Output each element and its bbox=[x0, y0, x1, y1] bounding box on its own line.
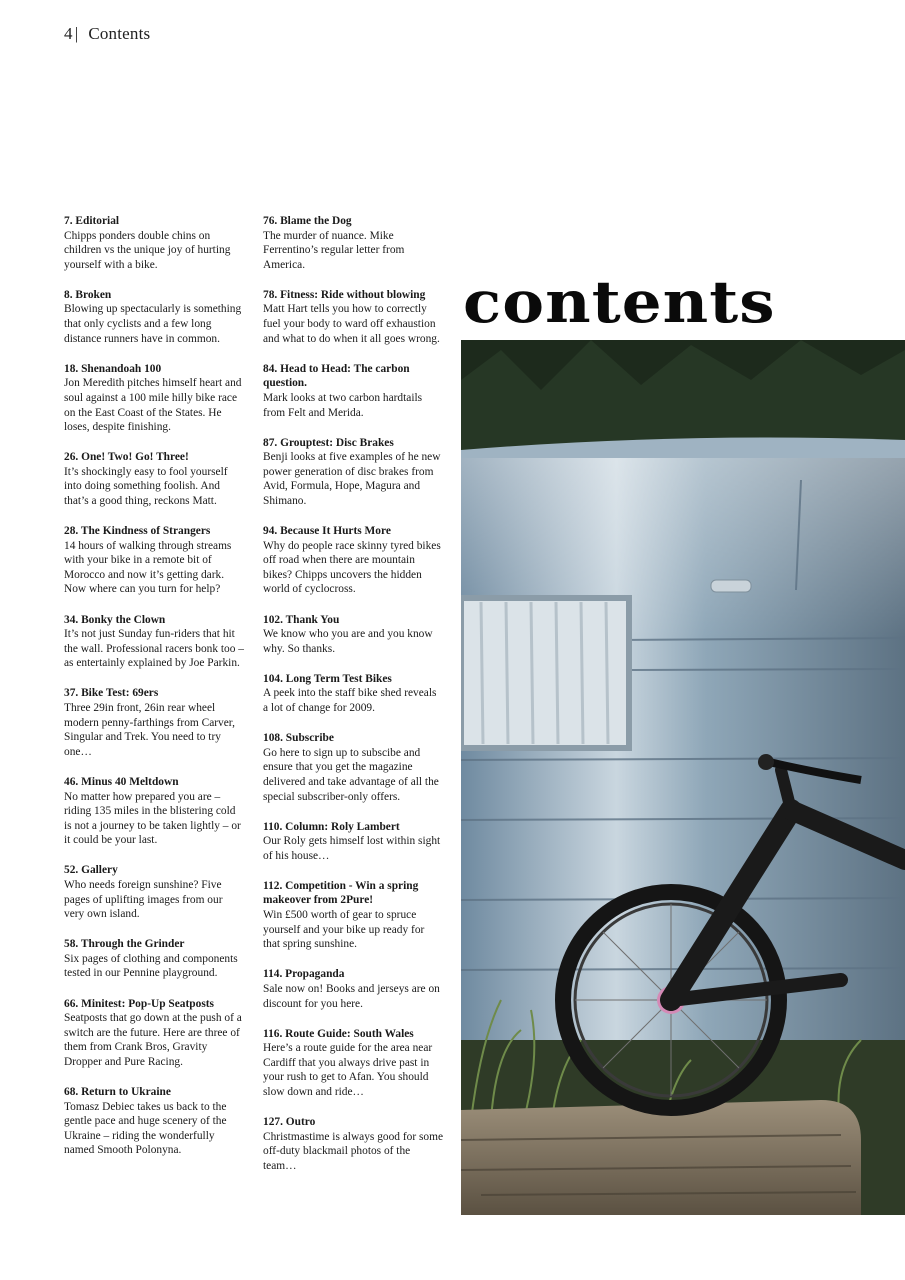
contents-entry[interactable] bbox=[64, 686, 244, 759]
entry-title: 116. Route Guide: South Wales bbox=[263, 1027, 414, 1040]
contents-entry[interactable] bbox=[263, 820, 443, 864]
entry-title: 110. Column: Roly Lambert bbox=[263, 820, 400, 833]
entry-title: 7. Editorial bbox=[64, 215, 120, 227]
contents-entry[interactable] bbox=[64, 214, 244, 272]
entry-title: 52. Gallery bbox=[64, 864, 118, 877]
entry-title: 114. Propaganda bbox=[263, 968, 345, 981]
contents-entry[interactable] bbox=[263, 1115, 443, 1173]
entry-title: 58. Through the Grinder bbox=[64, 938, 185, 951]
entry-title: 104. Long Term Test Bikes bbox=[263, 672, 392, 685]
contents-entry[interactable] bbox=[64, 288, 244, 346]
entry-title: 34. Bonky the Clown bbox=[64, 613, 166, 626]
contents-entry[interactable] bbox=[263, 288, 443, 346]
entry-description: A peek into the staff bike shed reveals a lot of change for 2009. bbox=[263, 687, 437, 715]
contents-entry[interactable] bbox=[64, 362, 244, 435]
entry-description: We know who you are and you know why. So thanks. bbox=[263, 628, 433, 655]
entry-description: Blowing up spectacularly is something that only cyclists and a few long distance runners have in common. bbox=[64, 303, 242, 345]
contents-entry[interactable] bbox=[64, 613, 244, 671]
entry-description: Chipps ponders double chins on children vs the unique joy of hurting yourself with a bike. bbox=[64, 229, 231, 271]
contents-entry[interactable] bbox=[263, 879, 443, 952]
entry-description: The murder of nuance. Mike Ferrentino’s regular letter from America. bbox=[263, 229, 405, 271]
entry-description: Matt Hart tells you how to correctly fuel your body to ward off exhaustion and what to do when it all goes wrong. bbox=[263, 303, 440, 345]
entry-title: 28. The Kindness of Strangers bbox=[64, 525, 211, 538]
folio-separator: | bbox=[74, 24, 79, 43]
entry-description: Who needs foreign sunshine? Five pages of uplifting images from our very own island. bbox=[64, 878, 223, 921]
page-number: 4 bbox=[64, 24, 73, 43]
photo-illustration bbox=[461, 340, 905, 1215]
contents-entry[interactable] bbox=[64, 524, 244, 597]
entry-title: 127. Outro bbox=[263, 1116, 316, 1129]
contents-column-right bbox=[263, 214, 443, 1189]
entry-title: 18. Shenandoah 100 bbox=[64, 362, 162, 375]
contents-entry[interactable] bbox=[64, 863, 244, 921]
contents-entry[interactable] bbox=[263, 1027, 443, 1100]
entry-title: 37. Bike Test: 69ers bbox=[64, 687, 159, 700]
contents-entry[interactable] bbox=[263, 524, 443, 597]
entry-title: 108. Subscribe bbox=[263, 732, 334, 745]
entry-description: Sale now on! Books and jerseys are on discount for you here. bbox=[263, 982, 440, 1010]
contents-entry[interactable] bbox=[64, 937, 244, 981]
contents-entry[interactable] bbox=[263, 362, 443, 420]
entry-title: 68. Return to Ukraine bbox=[64, 1086, 171, 1098]
entry-title: 112. Competition - Win a spring makeover from 2Pure! bbox=[263, 879, 419, 907]
entry-description: Christmastime is always good for some off-duty blackmail photos of the team… bbox=[263, 1130, 444, 1172]
entry-title: 66. Minitest: Pop-Up Seatposts bbox=[64, 997, 214, 1010]
entry-title: 102. Thank You bbox=[263, 613, 340, 626]
entry-description: Win £500 worth of gear to spruce yourself and your bike up ready for that spring sunshine. bbox=[263, 909, 425, 951]
contents-entry[interactable] bbox=[64, 775, 244, 848]
entry-description: Mark looks at two carbon hardtails from Felt and Merida. bbox=[263, 391, 423, 419]
contents-entry[interactable] bbox=[263, 214, 443, 272]
contents-entry[interactable] bbox=[64, 450, 244, 508]
entry-description: It’s shockingly easy to fool yourself into doing something foolish. And that’s a good thing, reckons Matt. bbox=[64, 465, 228, 507]
contents-heading: contents bbox=[463, 268, 776, 336]
entry-description: 14 hours of walking through streams with your bike in a remote bit of Morocco and now it’s getting dark. Now where can you turn for help? bbox=[64, 539, 232, 596]
contents-entry[interactable] bbox=[263, 731, 443, 804]
entry-title: 84. Head to Head: The carbon question. bbox=[263, 362, 410, 390]
entry-description: Six pages of clothing and components tested in our Pennine playground. bbox=[64, 952, 238, 980]
entry-title: 87. Grouptest: Disc Brakes bbox=[263, 436, 394, 449]
entry-description: Why do people race skinny tyred bikes off road when there are mountain bikes? Chipps uncovers the hidden world of cyclocross. bbox=[263, 539, 441, 596]
entry-title: 46. Minus 40 Meltdown bbox=[64, 775, 179, 788]
entry-title: 78. Fitness: Ride without blowing bbox=[263, 288, 426, 301]
entry-description: Jon Meredith pitches himself heart and soul against a 100 mile hilly bike race on the East Coast of the States. He loses, despite finishing. bbox=[64, 377, 242, 434]
entry-description: It’s not just Sunday fun-riders that hit the wall. Professional racers bonk too – as entertainly explained by Joe Parkin. bbox=[64, 628, 244, 670]
page-folio bbox=[64, 24, 150, 44]
entry-title: 26. One! Two! Go! Three! bbox=[64, 451, 189, 464]
contents-entry[interactable] bbox=[64, 1085, 244, 1158]
entry-description: Three 29in front, 26in rear wheel modern penny-farthings from Carver, Singular and Trek. You need to try one… bbox=[64, 702, 235, 758]
trailer-window bbox=[461, 598, 629, 748]
entry-description: No matter how prepared you are – riding 135 miles in the blistering cold is not a journey to be taken lightly – or it could be your last. bbox=[64, 790, 241, 847]
entry-description: Benji looks at five examples of he new power generation of disc brakes from Avid, Formula, Hope, Magura and Shimano. bbox=[263, 451, 441, 507]
entry-title: 94. Because It Hurts More bbox=[263, 525, 391, 538]
contents-entry[interactable] bbox=[263, 967, 443, 1011]
entry-description: Our Roly gets himself lost within sight of his house… bbox=[263, 835, 441, 862]
entry-title: 76. Blame the Dog bbox=[263, 215, 352, 227]
entry-description: Here’s a route guide for the area near Cardiff that you always drive past in your rush to get to Afan. You should slow down and ride… bbox=[263, 1042, 433, 1098]
contents-column-left bbox=[64, 214, 244, 1173]
section-name: Contents bbox=[88, 24, 151, 43]
entry-title: 8. Broken bbox=[64, 288, 112, 301]
entry-description: Go here to sign up to subscibe and ensure that you get the magazine delivered and take advantage of all the special subscriber-only offers. bbox=[263, 746, 439, 803]
contents-entry[interactable] bbox=[263, 436, 443, 509]
contents-entry[interactable] bbox=[64, 997, 244, 1070]
feature-photo bbox=[461, 340, 905, 1215]
log bbox=[461, 1100, 861, 1215]
entry-description: Seatposts that go down at the push of a switch are the future. Here are three of them from Crank Bros, Gravity Dropper and Pure Racing. bbox=[64, 1012, 242, 1068]
entry-description: Tomasz Debiec takes us back to the gentle pace and huge scenery of the Ukraine – riding the wonderfully named Smooth Polonyna. bbox=[64, 1100, 227, 1157]
contents-entry[interactable] bbox=[263, 613, 443, 657]
contents-entry[interactable] bbox=[263, 672, 443, 716]
